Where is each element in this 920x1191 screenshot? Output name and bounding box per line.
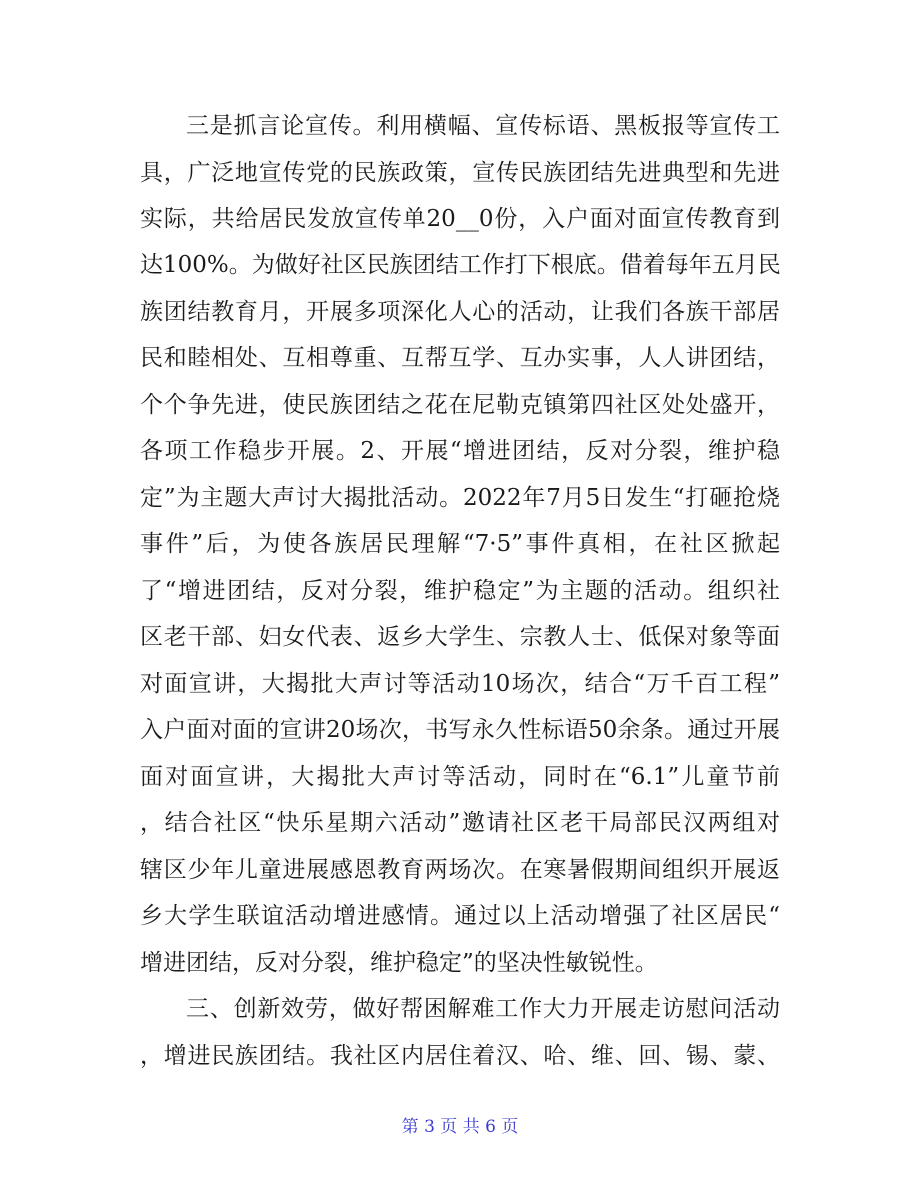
paragraph-2-line-1: 三、创新效劳，做好帮困解难工作大力开展走访慰问活动 bbox=[186, 996, 780, 1022]
paragraph-1-line-12: 区老干部、妇女代表、返乡大学生、宗教人士、低保对象等面 bbox=[140, 624, 780, 650]
paragraph-1-line-9: 定”为主题大声讨大揭批活动。2022年7月5日发生“打砸抢烧 bbox=[140, 485, 780, 511]
paragraph-1-line-18: 乡大学生联谊活动增进感情。通过以上活动增强了社区居民“ bbox=[140, 903, 780, 929]
paragraph-1-line-4: 达100%。为做好社区民族团结工作打下根底。借着每年五月民 bbox=[140, 252, 781, 278]
paragraph-1-line-17: 辖区少年儿童进展感恩教育两场次。在寒暑假期间组织开展返 bbox=[140, 857, 780, 883]
paragraph-1-line-19: 增进团结，反对分裂，维护稳定”的坚决性敏锐性。 bbox=[140, 950, 658, 976]
paragraph-1-line-7: 个个争先进，使民族团结之花在尼勒克镇第四社区处处盛开， bbox=[140, 392, 780, 418]
paragraph-1-line-3: 实际，共给居民发放宣传单20__0份，入户面对面宣传教育到 bbox=[140, 206, 780, 232]
paragraph-1-line-1: 三是抓言论宣传。利用横幅、宣传标语、黑板报等宣传工 bbox=[186, 113, 780, 139]
paragraph-1-line-5: 族团结教育月，开展多项深化人心的活动，让我们各族干部居 bbox=[140, 299, 780, 325]
paragraph-1-line-16: ，结合社区“快乐星期六活动”邀请社区老干局部民汉两组对 bbox=[140, 810, 780, 836]
paragraph-1-line-6: 民和睦相处、互相尊重、互帮互学、互办实事，人人讲团结， bbox=[140, 345, 780, 371]
paragraph-1-line-13: 对面宣讲，大揭批大声讨等活动10场次，结合“万千百工程” bbox=[140, 671, 780, 697]
page-number-footer: 第 3 页 共 6 页 bbox=[401, 1117, 519, 1137]
paragraph-1-line-14: 入户面对面的宣讲20场次，书写永久性标语50余条。通过开展 bbox=[140, 717, 780, 743]
paragraph-1-line-11: 了“增进团结，反对分裂，维护稳定”为主题的活动。组织社 bbox=[140, 578, 780, 604]
paragraph-1-line-15: 面对面宣讲，大揭批大声讨等活动，同时在“6.1”儿童节前 bbox=[140, 764, 780, 790]
paragraph-2-line-2: ，增进民族团结。我社区内居住着汉、哈、维、回、锡、蒙、 bbox=[140, 1043, 780, 1069]
paragraph-1-line-8: 各项工作稳步开展。2、开展“增进团结，反对分裂，维护稳 bbox=[140, 438, 780, 464]
paragraph-1-line-2: 具，广泛地宣传党的民族政策，宣传民族团结先进典型和先进 bbox=[140, 160, 780, 186]
paragraph-1-line-10: 事件”后，为使各族居民理解“7·5”事件真相，在社区掀起 bbox=[140, 531, 780, 557]
